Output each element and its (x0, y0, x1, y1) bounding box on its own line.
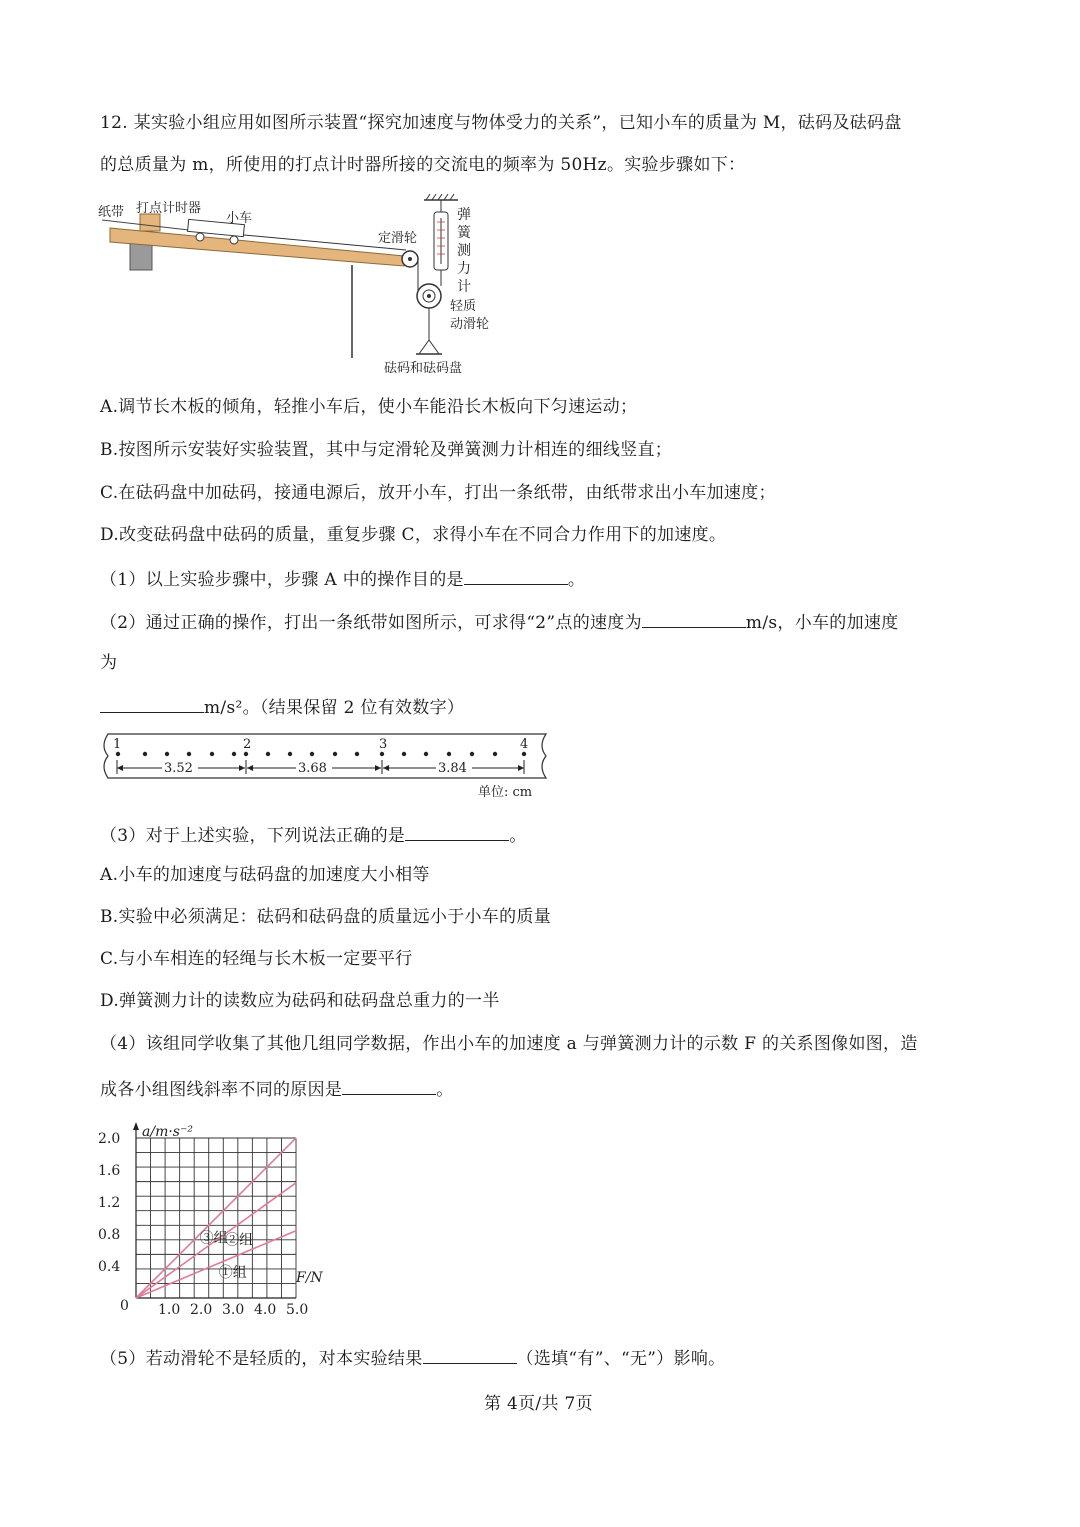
tape-dot (355, 752, 359, 756)
q2-unit1: m/s，小车的加速度 (745, 613, 899, 633)
q5 (100, 1345, 725, 1370)
origin-label: 0 (120, 1298, 129, 1314)
label-cart: 小车 (226, 211, 253, 226)
tape-dot (402, 752, 406, 756)
tape-dot (310, 752, 314, 756)
q5-answer-blank[interactable] (423, 1345, 517, 1364)
y-tick-label: 2.0 (98, 1131, 121, 1147)
series-line (136, 1138, 296, 1298)
label-light-pulley-1: 轻质 (450, 299, 477, 314)
q5-text: （5）若动滑轮不是轻质的，对本实验结果 (100, 1349, 423, 1369)
x-tick-label: 1.0 (158, 1302, 181, 1318)
tape-dot (210, 752, 214, 756)
y-axis-arrow (133, 1122, 139, 1130)
cart-wheel (230, 236, 238, 244)
step-b: B.按图所示安装好实验装置，其中与定滑轮及弹簧测力计相连的细线竖直； (100, 440, 673, 460)
tape-dot (288, 752, 292, 756)
label-spring-scale: 弹簧测力计 (457, 207, 471, 295)
tape-distance-label: 3.84 (438, 761, 467, 776)
page-footer: 第 4页/共 7页 (484, 1394, 593, 1414)
x-tick-label: 2.0 (190, 1302, 213, 1318)
q4-text: 成各小组图线斜率不同的原因是 (100, 1080, 343, 1100)
tape-dot (266, 752, 270, 756)
tape-dot (333, 752, 337, 756)
q3-answer-blank[interactable] (405, 822, 509, 841)
q3-option-a: A.小车的加速度与砝码盘的加速度大小相等 (100, 865, 430, 885)
tape-point-label: 3 (379, 737, 388, 752)
y-tick-label: 1.2 (98, 1195, 121, 1211)
q2-line3 (100, 694, 464, 719)
tape-dot (424, 752, 428, 756)
tape-point-label: 1 (113, 737, 122, 752)
q1-end: 。 (567, 570, 586, 590)
series-label: ①组 (218, 1265, 247, 1282)
y-axis-label: a/m·s⁻² (142, 1124, 193, 1140)
x-tick-label: 4.0 (254, 1302, 277, 1318)
label-fixed-pulley: 定滑轮 (378, 231, 418, 246)
step-d: D.改变砝码盘中砝码的质量，重复步骤 C，求得小车在不同合力作用下的加速度。 (100, 525, 727, 545)
tape-dot (244, 752, 248, 756)
tape-dot (522, 752, 526, 756)
tape-dot (447, 752, 451, 756)
question-intro-line2: 的总质量为 m，所使用的打点计时器所接的交流电的频率为 50Hz。实验步骤如下： (100, 155, 746, 175)
q4-line2 (100, 1076, 454, 1101)
tape-dot (116, 752, 120, 756)
q3-text: （3）对于上述实验，下列说法正确的是 (100, 826, 406, 846)
y-tick-label: 1.6 (98, 1163, 121, 1179)
q4-line1: （4）该组同学收集了其他几组同学数据，作出小车的加速度 a 与弹簧测力计的示数 F 的关系图像如图，造 (100, 1034, 918, 1054)
tape-dot (187, 752, 191, 756)
q3 (100, 822, 527, 847)
label-paper: 纸带 (98, 205, 125, 220)
label-light-pulley-2: 动滑轮 (450, 317, 490, 332)
q2-velocity-blank[interactable] (642, 609, 746, 628)
tape-dot (493, 752, 497, 756)
question-intro-line1: 12. 某实验小组应用如图所示装置“探究加速度与物体受力的关系”，已知小车的质量为 M，砝码及砝码盘 (100, 113, 902, 133)
q4-end: 。 (436, 1080, 454, 1100)
q3-option-b: B.实验中必须满足：砝码和砝码盘的质量远小于小车的质量 (100, 907, 551, 927)
tape-point-label: 2 (243, 737, 252, 752)
tape-unit: 单位: cm (478, 785, 533, 800)
step-c: C.在砝码盘中加砝码，接通电源后，放开小车，打出一条纸带，由纸带求出小车加速度； (100, 483, 776, 503)
q5-end: （选填“有”、“无”）影响。 (516, 1349, 726, 1369)
paper-tape-figure (96, 730, 556, 802)
q1-text: （1）以上实验步骤中，步骤 A 中的操作目的是 (100, 570, 464, 590)
q1 (100, 566, 585, 591)
a-F-graph (96, 1118, 346, 1322)
tape-dot (165, 752, 169, 756)
timer-box (140, 214, 160, 231)
q2-line1 (100, 609, 899, 634)
y-tick-label: 0.4 (98, 1259, 121, 1275)
x-tick-label: 5.0 (286, 1302, 309, 1318)
x-axis-label: F/N (296, 1270, 323, 1286)
tape-dot (380, 752, 384, 756)
q3-option-c: C.与小车相连的轻绳与长木板一定要平行 (100, 949, 413, 969)
q2-acceleration-blank[interactable] (100, 694, 204, 713)
q3-end: 。 (509, 826, 527, 846)
apparatus-figure (96, 190, 516, 380)
step-a: A.调节长木板的倾角，轻推小车后，使小车能沿长木板向下匀速运动； (100, 397, 638, 417)
series-label: ③组 (199, 1230, 228, 1247)
weight-pan (419, 340, 439, 354)
q2-line2: 为 (100, 653, 118, 673)
label-timer: 打点计时器 (136, 201, 202, 216)
incline-board (110, 228, 404, 266)
q4-answer-blank[interactable] (342, 1076, 436, 1095)
tape-point-label: 4 (520, 737, 529, 752)
cart-wheel (196, 233, 204, 241)
q2-text: （2）通过正确的操作，打出一条纸带如图所示，可求得“2”点的速度为 (100, 613, 642, 633)
label-weights: 砝码和砝码盘 (384, 361, 463, 376)
x-tick-label: 3.0 (222, 1302, 245, 1318)
tape-distance-label: 3.68 (298, 761, 327, 776)
tape-distance-label: 3.52 (164, 761, 193, 776)
q3-option-d: D.弹簧测力计的读数应为砝码和砝码盘总重力的一半 (100, 991, 500, 1011)
series-label: ②组 (225, 1232, 254, 1249)
q1-answer-blank[interactable] (464, 566, 568, 585)
tape-dot (143, 752, 147, 756)
y-tick-label: 0.8 (98, 1227, 121, 1243)
tape-dot (470, 752, 474, 756)
q2-unit2: m/s²。（结果保留 2 位有效数字） (204, 698, 465, 718)
tape-dot (232, 752, 236, 756)
